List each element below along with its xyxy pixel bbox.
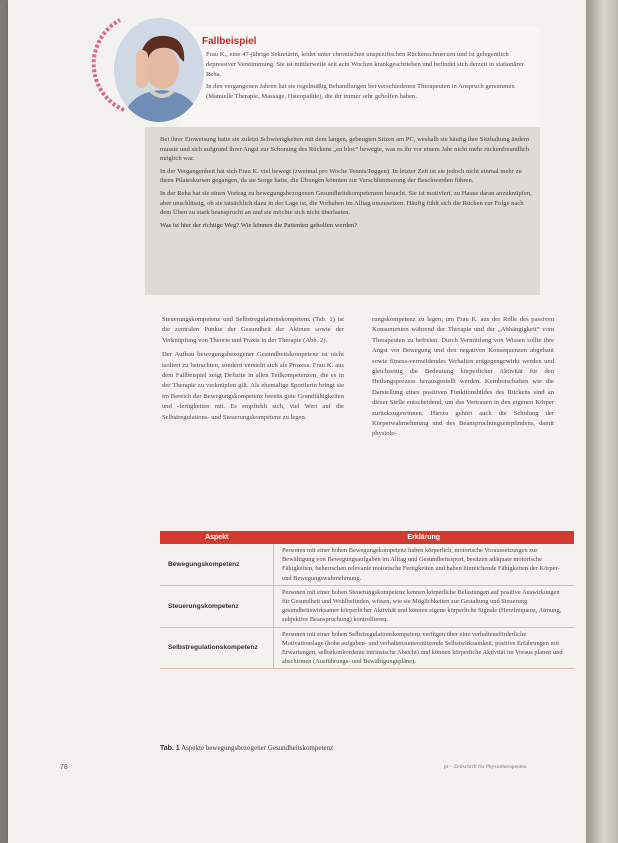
case-body bbox=[160, 135, 532, 233]
text-column-left bbox=[162, 315, 344, 427]
caption-label: Tab. 1 bbox=[160, 745, 180, 752]
case-title: Fallbeispiel bbox=[202, 36, 257, 47]
table-cell-explanation: Personen mit einer hohen Bewegungskompetenz haben körperlich, motorische Voraussetzungen zur Bewältigung von Bewegungsaufgaben im Alltag und Gesundheitssport, besitzen adäquate motorische Fähigkeiten, beherrschen relevante motorische Fertigkeiten und haben hinreichende Fähigkeiten der Körper- und Bewegungswahrnehmung. bbox=[274, 544, 575, 585]
case-body-paragraph: In der Vergangenheit hat sich Frau K. viel bewegt (zweimal pro Woche Tennis/Joggen). In letzter Zeit ist sie jedoch nicht einmal mehr zu ihren Pilateskursen gegangen, da sie Sorge hatte, die Übungen könnten zur Verschlimmerung der Beschwerden führen. bbox=[160, 167, 522, 185]
body-paragraph: Der Aufbau bewegungsbezogener Gesundheitskompetenz ist nicht isoliert zu betrachten, sondern versteht sich als Prozess. Frau K. aus dem Fallbeispiel zeigt Defizite in allen Teilkompetenzen, die es in der Therapie zu verknüpfen gilt. Als ehemalige Sportlerin bringt sie im Bereich der Bewegungskompetenz bereits gute Grundfähigkeiten und -fertigkeiten mit. Es empfiehlt sich, viel Wert auf die Selbstregulations- und Steuerungskompetenz zu legen. bbox=[162, 351, 344, 421]
table-row bbox=[160, 585, 574, 627]
table-header-aspect: Aspekt bbox=[160, 531, 274, 544]
table-cell-explanation: Personen mit einer hohen Steuerungskompetenz kennen körperliche Belastungen auf positive Auswirkungen für Gesundheit und Wohlbefinden, wissen, wie sie Möglichkeiten zur Gestaltung und Steuerung gesundheitswirksamer körperlicher Aktivität und können eigene körperliche Signale (Herzfrequenz, Atmung, subjektive Beanspruchung) kontrollieren. bbox=[274, 585, 575, 627]
caption-text: Aspekte bewegungsbezogener Gesundheitskompetenz bbox=[181, 744, 334, 752]
case-intro-paragraph: In den vergangenen Jahren hat sie regelmäßig Behandlungen bei verschiedenen Therapeuten in Anspruch genommen (Manuelle Therapie, Massage, Osteopathie), die ihr immer sehr geholfen haben. bbox=[206, 83, 515, 101]
table-cell-aspect: Selbstregulationskompetenz bbox=[160, 627, 274, 669]
case-question: Was ist hier der richtige Weg? Wie können die Patienten geholfen werden? bbox=[160, 221, 358, 229]
footer-text: pt – Zeitschrift für Physiotherapeuten bbox=[444, 764, 527, 770]
case-intro-paragraph: Frau K., eine 47-jährige Sekretärin, leidet unter chronischen unspezifischen Rückenschmerzen und ist gelegentlich depressiver Verstimmung. Sie ist mittlerweile seit acht Wochen krankgeschrieben und befindet sich derzeit in stationärer Reha. bbox=[206, 51, 524, 78]
case-intro bbox=[206, 50, 534, 105]
page-number: 78 bbox=[60, 764, 68, 771]
page-edge bbox=[586, 0, 618, 843]
woman-portrait-image bbox=[114, 18, 204, 122]
case-body-paragraph: Bei ihrer Einweisung hatte sie zuletzt Schwierigkeiten mit dem langen, gebeugten Sitzen am PC, weshalb sie häufig ihre Sitzhaltung ändern musste und sich aufgrund ihrer Angst zur Schonung des Rückens „en bloc“ bewegte, was es ihr vor einem Jahr nicht mehr rückenfreundlich möglich war. bbox=[160, 136, 530, 163]
competence-table bbox=[160, 531, 574, 669]
table-cell-aspect: Bewegungskompetenz bbox=[160, 544, 274, 585]
body-paragraph: rungskompetenz zu legen, um Frau K. aus der Rolle des passiven Konsumenten während der Therapie und der „Abhängigkeit“ vom Therapeuten zu befreien. Durch Vermittlung von Wissen sollte ihre Angst vor Bewegung und den negativen Konsequenzen abgebaut sowie fitness-vermeidendes Verhalten entgegengewirkt werden und gleichzeitig die Bedeutung körperlicher Aktivität für den Heilungsprozess herausgestellt werden. Kernbotschaften wie die Darstellung eines positiven Funktionsbildes des Rückens sind an dieser Stelle entscheidend, um das Vertrauen in den eigenen Körper zurückzugewinnen. Hierzu gehört auch die Schulung der Körperwahrnehmung und des Beanspruchungsempfindens, damit physiolo- bbox=[372, 316, 554, 438]
text-column-right bbox=[372, 315, 554, 444]
body-paragraph: Steuerungskompetenz und Selbstregulationskompetenz (Tab. 1) ist die zentralen Punkte der Gesundheit der Akteure sowie der Verknüpfung von Theorie und Praxis in der Therapie (Abb. 2). bbox=[162, 316, 344, 344]
table-row bbox=[160, 544, 574, 585]
table-caption bbox=[160, 744, 333, 752]
table-header-explanation: Erklärung bbox=[274, 531, 575, 544]
table-row bbox=[160, 627, 574, 669]
case-body-paragraph: In der Reha hat sie einen Vortrag zu bewegungsbezogenen Gesundheitskompetenzen besucht. Sie ist motiviert, zu Hause daran anzuknüpfen, aber unschlüssig, ob sie tatsächlich dazu in der Lage ist, die Vorhaben im Alltag umzusetzen. Häufig fühlt sich die Rücken zur Folge nach dem Üben zu stark beansprucht an und sie möchte sich nicht überlasten. bbox=[160, 189, 532, 217]
table-cell-aspect: Steuerungskompetenz bbox=[160, 585, 274, 627]
table-cell-explanation: Personen mit einer hohen Selbstregulationskompetenz verfügen über eine verhaltensförderliche Motivationslage (hohe aufgaben- und verhaltensunterstützende Selbstwirksamkeit, positive Erfahrungen mit Erwartungen, selbstkonkordante intrinsische Absicht) und können körperliche Aktivität im Voraus planen und abschirmen (Ausführungs- und Bewältigungspläne). bbox=[274, 627, 575, 669]
